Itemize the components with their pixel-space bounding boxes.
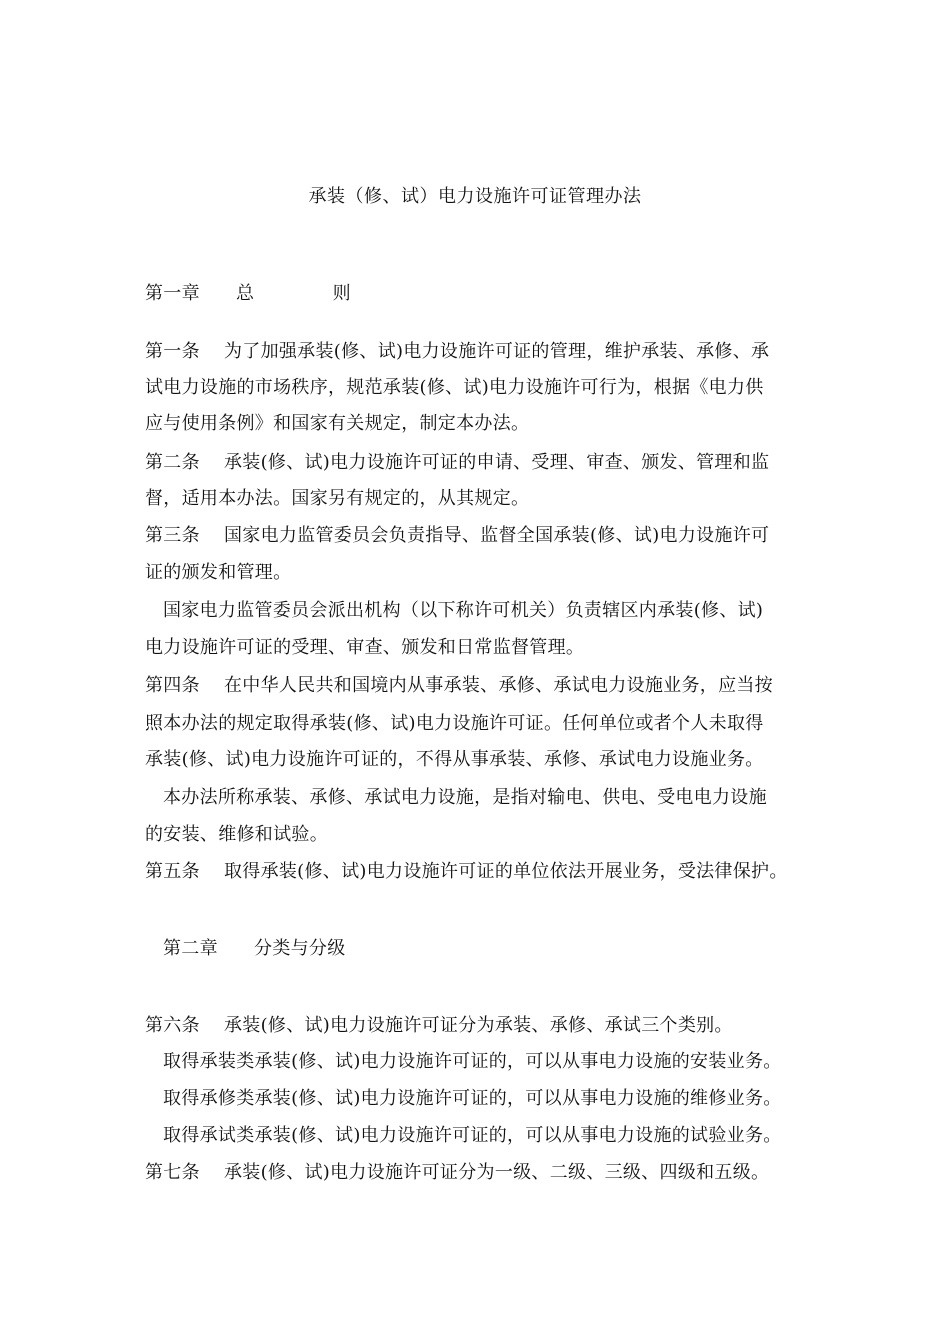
article-line: 第五条 取得承装(修、试)电力设施许可证的单位依法开展业务，受法律保护。	[145, 861, 788, 882]
article-line: 第四条 在中华人民共和国境内从事承装、承修、承试电力设施业务，应当按	[145, 675, 773, 696]
article-line: 照本办法的规定取得承装(修、试)电力设施许可证。任何单位或者个人未取得	[145, 713, 764, 734]
chapter-heading: 第一章 总 则	[145, 283, 351, 304]
article-line: 第三条 国家电力监管委员会负责指导、监督全国承装(修、试)电力设施许可	[145, 525, 770, 546]
article-line: 取得承试类承装(修、试)电力设施许可证的，可以从事电力设施的试验业务。	[163, 1125, 782, 1146]
article-line: 督，适用本办法。国家另有规定的，从其规定。	[145, 488, 530, 509]
article-line: 取得承装类承装(修、试)电力设施许可证的，可以从事电力设施的安装业务。	[163, 1051, 782, 1072]
article-line: 电力设施许可证的受理、审查、颁发和日常监督管理。	[145, 637, 585, 658]
article-line: 第一条 为了加强承装(修、试)电力设施许可证的管理，维护承装、承修、承	[145, 341, 770, 362]
article-line: 国家电力监管委员会派出机构（以下称许可机关）负责辖区内承装(修、试)	[163, 600, 764, 621]
document-title: 承装（修、试）电力设施许可证管理办法	[308, 186, 642, 207]
article-line: 试电力设施的市场秩序，规范承装(修、试)电力设施许可行为，根据《电力供	[145, 377, 764, 398]
article-line: 第二条 承装(修、试)电力设施许可证的申请、受理、审查、颁发、管理和监	[145, 452, 770, 473]
article-line: 第六条 承装(修、试)电力设施许可证分为承装、承修、承试三个类别。	[145, 1015, 733, 1036]
chapter-heading: 第二章 分类与分级	[163, 938, 346, 959]
article-line: 本办法所称承装、承修、承试电力设施，是指对输电、供电、受电电力设施	[163, 787, 767, 808]
article-line: 第七条 承装(修、试)电力设施许可证分为一级、二级、三级、四级和五级。	[145, 1162, 770, 1183]
article-line: 证的颁发和管理。	[145, 562, 292, 583]
article-line: 取得承修类承装(修、试)电力设施许可证的，可以从事电力设施的维修业务。	[163, 1088, 782, 1109]
article-line: 承装(修、试)电力设施许可证的，不得从事承装、承修、承试电力设施业务。	[145, 749, 764, 770]
article-line: 应与使用条例》和国家有关规定，制定本办法。	[145, 413, 530, 434]
article-line: 的安装、维修和试验。	[145, 824, 328, 845]
